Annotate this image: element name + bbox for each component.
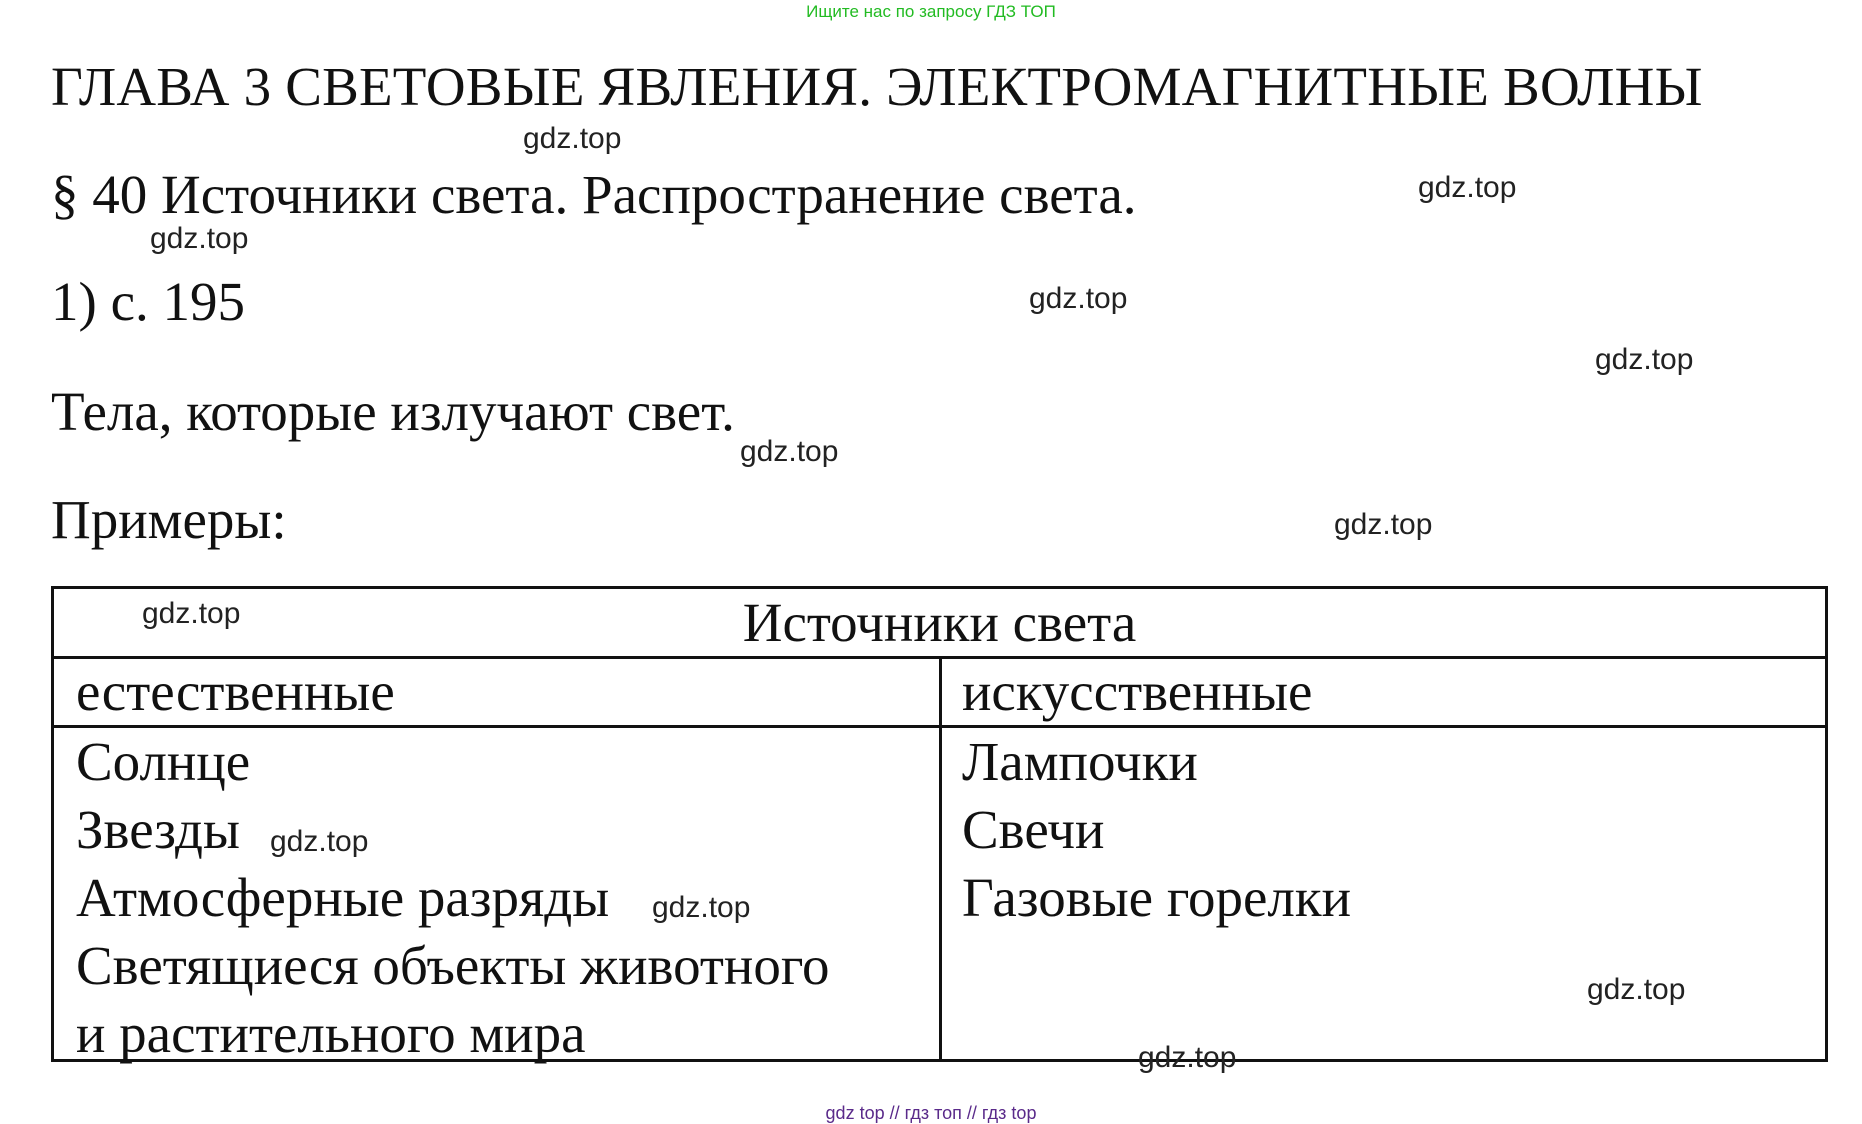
watermark: gdz.top [523, 122, 622, 155]
list-item: Звезды [76, 799, 240, 860]
definition-text: Тела, которые излучают свет. [51, 381, 735, 442]
watermark: gdz.top [270, 825, 369, 858]
list-item: Газовые горелки [962, 867, 1352, 928]
watermark: gdz.top [1334, 508, 1433, 541]
light-sources-table [51, 586, 1828, 1062]
watermark: gdz.top [142, 597, 241, 630]
artificial-sources-column [942, 659, 1825, 1059]
section-title: § 40 Источники света. Распространение света. [51, 164, 1137, 225]
watermark: gdz.top [1595, 343, 1694, 376]
list-item: Свечи [962, 799, 1105, 860]
list-item: Атмосферные разряды [76, 867, 610, 928]
natural-sources-list [54, 728, 939, 1068]
column-header-natural: естественные [54, 659, 939, 728]
watermark: gdz.top [150, 222, 249, 255]
watermark: gdz.top [1029, 282, 1128, 315]
watermark: gdz.top [740, 435, 839, 468]
watermark: gdz.top [652, 891, 751, 924]
chapter-title: ГЛАВА 3 СВЕТОВЫЕ ЯВЛЕНИЯ. ЭЛЕКТРОМАГНИТНЫЕ ВОЛНЫ [51, 56, 1703, 117]
examples-label: Примеры: [51, 489, 287, 550]
table-title: Источники света [54, 589, 1825, 659]
list-item: Лампочки [962, 731, 1198, 792]
task-label: 1) с. 195 [51, 271, 245, 332]
natural-sources-column [54, 659, 942, 1064]
list-item: Солнце [76, 731, 251, 792]
artificial-sources-list [942, 728, 1825, 932]
watermark: gdz.top [1587, 973, 1686, 1006]
list-item: и растительного мира [76, 1003, 586, 1064]
watermark: gdz.top [1138, 1041, 1237, 1074]
footer-links: gdz top // гдз топ // гдз top [825, 1103, 1037, 1123]
top-banner: Ищите нас по запросу ГДЗ ТОП [806, 2, 1056, 21]
watermark: gdz.top [1418, 171, 1517, 204]
column-header-artificial: искусственные [942, 659, 1825, 728]
list-item: Светящиеся объекты животного [76, 935, 830, 996]
